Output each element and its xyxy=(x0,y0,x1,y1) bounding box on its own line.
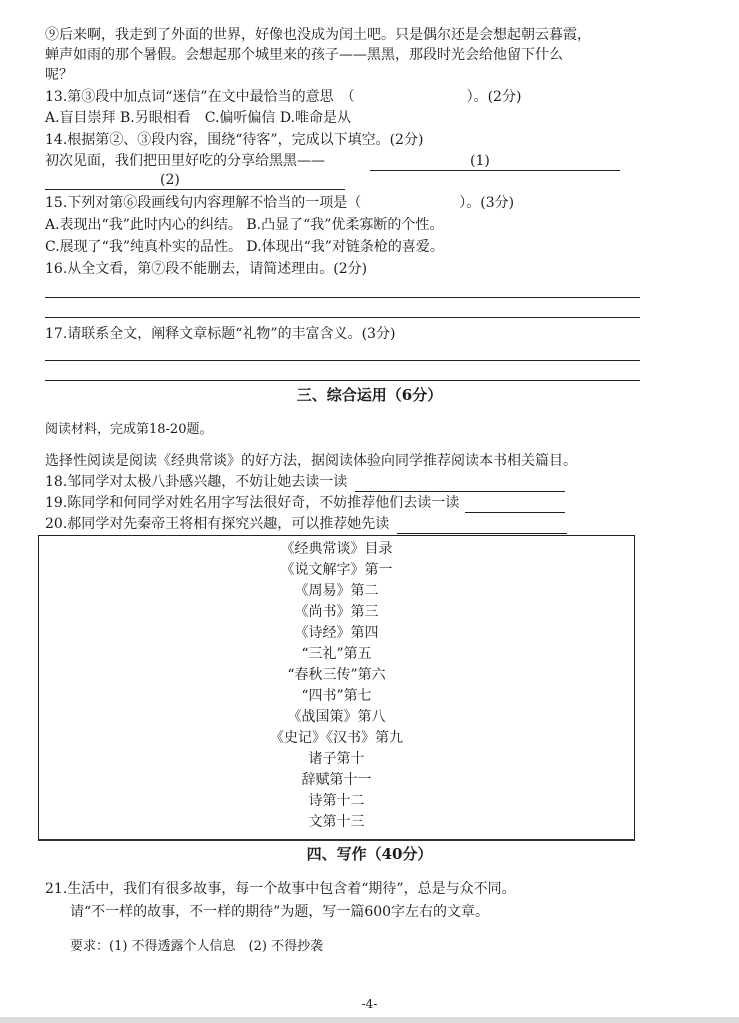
question-13-options: A.盲目崇拜 B.另眼相看 C.偏听偏信 D.唯命是从 xyxy=(45,110,352,126)
question-15-options-cd: C.展现了“我”纯真朴实的品性。 D.体现出“我”对链条枪的喜爱。 xyxy=(45,239,444,255)
section-3-heading: 三、综合运用（6分） xyxy=(296,386,443,404)
toc-item: 《诗经》第四 xyxy=(294,625,379,641)
page-number: -4- xyxy=(361,997,378,1011)
requirements: 要求：(1) 不得透露个人信息 (2) 不得抄袭 xyxy=(70,939,324,954)
toc-item: 《周易》第二 xyxy=(294,583,379,599)
blank-1-label: (1) xyxy=(470,153,490,169)
question-20: 20.郝同学对先秦帝王将相有探究兴趣，可以推荐她先读 xyxy=(45,516,390,532)
blank-2-label: (2) xyxy=(160,172,180,188)
page-edge xyxy=(0,1017,739,1023)
question-14: 14.根据第②、③段内容，围绕“待客”，完成以下填空。(2分) xyxy=(45,132,424,148)
question-16: 16.从全文看，第⑦段不能删去，请简述理由。(2分) xyxy=(45,261,368,277)
toc-item: 《史记》《汉书》第九 xyxy=(270,730,403,746)
toc-item: “四书”第七 xyxy=(301,688,372,704)
question-21-prompt: 请“不一样的故事，不一样的期待”为题，写一篇600字左右的文章。 xyxy=(70,904,490,920)
toc-item: 《尚书》第三 xyxy=(294,604,379,620)
question-14-fill: 初次见面，我们把田里好吃的分享给黑黑—— xyxy=(45,153,325,169)
table-of-contents-box xyxy=(38,535,635,841)
question-21: 21.生活中，我们有很多故事，每一个故事中包含着“期待”，总是与众不同。 xyxy=(45,881,516,897)
question-15-options-ab: A.表现出“我”此时内心的纠结。 B.凸显了“我”优柔寡断的个性。 xyxy=(45,217,444,233)
answer-blank-2[interactable] xyxy=(45,189,345,190)
section-4-heading: 四、写作（40分） xyxy=(306,845,433,863)
answer-line[interactable] xyxy=(45,297,640,298)
question-18: 18.邹同学对太极八卦感兴趣，不妨让她去读一读 xyxy=(45,474,348,490)
toc-title: 《经典常谈》目录 xyxy=(280,541,393,557)
answer-line[interactable] xyxy=(45,360,640,361)
toc-item: 《说文解字》第一 xyxy=(280,562,393,578)
toc-item: 文第十三 xyxy=(308,814,365,830)
toc-item: 辞赋第十一 xyxy=(301,772,372,788)
toc-item: 诗第十二 xyxy=(308,793,365,809)
paragraph-9-line: 呢？ xyxy=(45,67,73,83)
paragraph-9-line: 蝉声如雨的那个暑假。会想起那个城里来的孩子——黑黑，那段时光会给他留下什么 xyxy=(45,47,563,63)
toc-item: “三礼”第五 xyxy=(301,646,372,662)
answer-line[interactable] xyxy=(45,317,640,318)
question-19: 19.陈同学和何同学对姓名用字写法很好奇，不妨推荐他们去读一读 xyxy=(45,495,460,511)
answer-blank-1[interactable] xyxy=(370,170,620,171)
answer-blank-18[interactable] xyxy=(355,491,565,492)
question-17: 17.请联系全文，阐释文章标题“礼物”的丰富含义。(3分) xyxy=(45,326,396,342)
answer-blank-19[interactable] xyxy=(465,512,565,513)
paragraph-9-line: ⑨后来啊，我走到了外面的世界，好像也没成为闰土吧。只是偶尔还是会想起朝云暮霞， xyxy=(45,27,591,43)
section-3-intro: 阅读材料，完成第18-20题。 xyxy=(45,422,213,437)
question-13: 13.第③段中加点词“迷信”在文中最恰当的意思 （ ）。(2分) xyxy=(45,89,522,105)
answer-blank-20[interactable] xyxy=(397,533,567,534)
toc-item: “春秋三传”第六 xyxy=(287,667,386,683)
toc-item: 诸子第十 xyxy=(308,751,365,767)
toc-item: 《战国策》第八 xyxy=(287,709,386,725)
question-15: 15.下列对第⑥段画线句内容理解不恰当的一项是（ ）。(3分) xyxy=(45,195,515,211)
answer-line[interactable] xyxy=(45,380,640,381)
section-3-lead: 选择性阅读是阅读《经典常谈》的好方法，据阅读体验向同学推荐阅读本书相关篇目。 xyxy=(45,453,577,469)
